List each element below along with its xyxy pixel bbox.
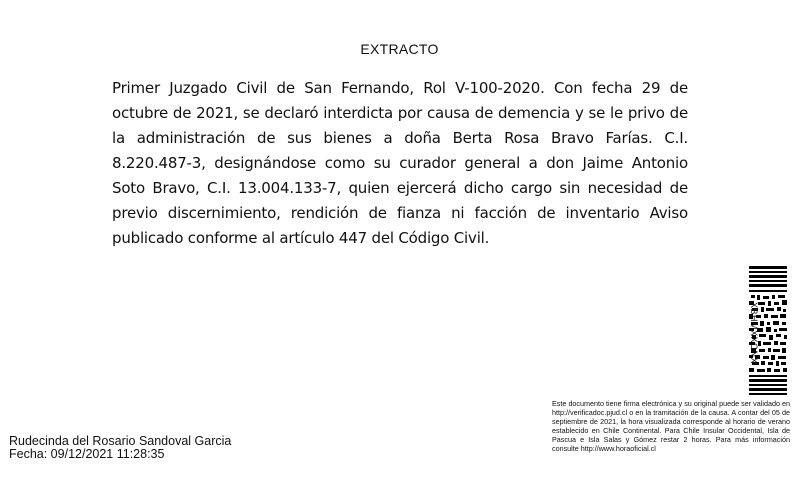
signer-name: Rudecinda del Rosario Sandoval Garcia	[9, 434, 232, 448]
document-title: EXTRACTO	[360, 41, 439, 57]
document-body: Primer Juzgado Civil de San Fernando, Rol V-100-2020. Con fecha 29 de octubre de 2021, se declaró interdicta por causa de demencia y se le privo de la administración de sus bienes a doña Berta Rosa Bravo Farías. C.I. 8.220.487-3, designándose como su curador general a don Jaime Antonio Soto Bravo, C.I. 13.004.133-7, quien ejercerá dicho cargo sin necesidad de previo discernimiento, rendición de fianza ni facción de inventario Aviso publicado conforme al artículo 447 del Código Civil.	[112, 79, 688, 247]
electronic-signature-notice: Este documento tiene firma electrónica y su original puede ser validado en http://verificadoc.pjud.cl o en la tramitación de la causa. A contar del 05 de septiembre de 2021, la hora visualizada corresponde al horario de verano establecido en Chile Continental. Para Chile Insular Occidental, Isla de Pascua e Isla Salas y Gómez restar 2 horas. Para más información consulte http://www.horaoficial.cl	[552, 399, 790, 453]
verification-code: XBHMXXONX	[749, 301, 759, 364]
signature-block	[9, 435, 231, 461]
signature-date: Fecha: 09/12/2021 11:28:35	[9, 447, 165, 461]
